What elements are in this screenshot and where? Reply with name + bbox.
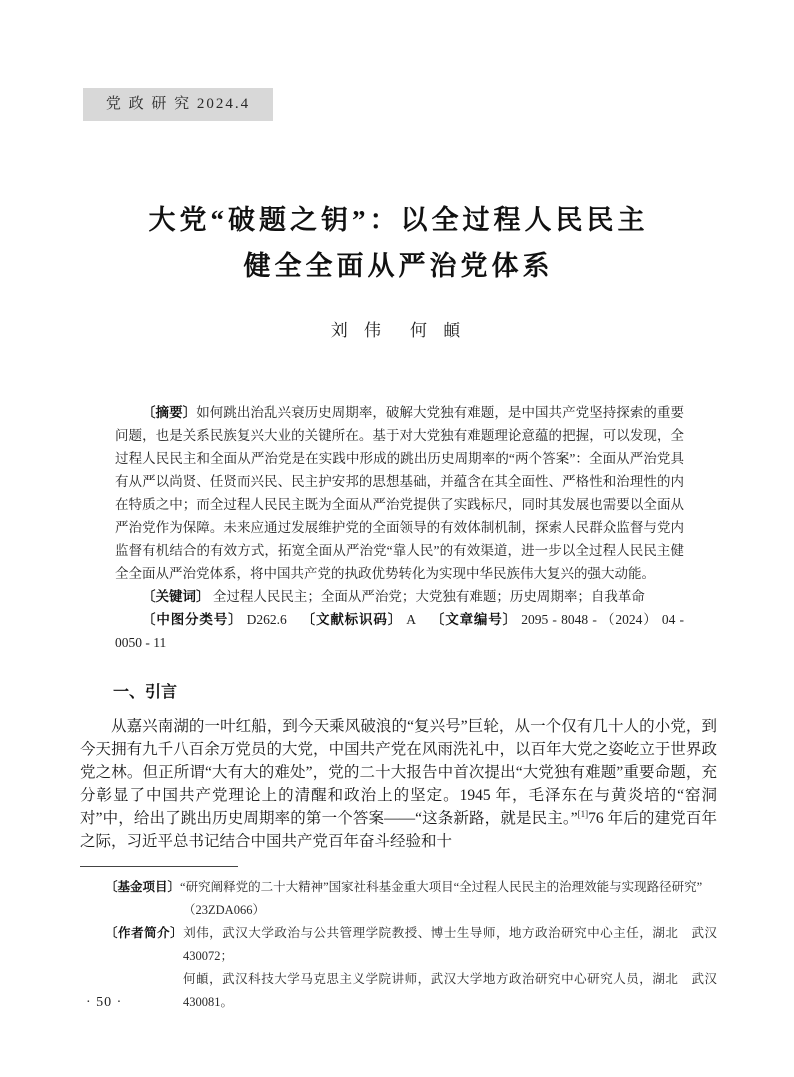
- section-heading-introduction: 一、引言: [113, 684, 178, 701]
- body-text-after-ref: 76 年后的建党百年之际，习近平总书记结合中国共产党百年奋斗经验和十: [80, 810, 717, 850]
- fund-project-label: 〔基金项目〕: [105, 880, 181, 894]
- authors: 刘 伟 何 頔: [330, 321, 467, 340]
- article-id-label: 〔文章编号〕: [430, 612, 517, 627]
- abstract-block: [115, 401, 684, 654]
- paper-title-line1: 大党“破题之钥”：以全过程人民民主: [148, 205, 649, 235]
- author-bio-note: [105, 922, 730, 1014]
- body-paragraph: [80, 715, 717, 853]
- fund-project-id: （23ZDA066）: [183, 903, 265, 917]
- footnotes-block: [105, 876, 730, 1014]
- keywords-label: 〔关键词〕: [142, 589, 210, 604]
- clc-label: 〔中图分类号〕: [142, 612, 243, 627]
- journal-banner-text: 党 政 研 究 2024.4: [105, 96, 251, 112]
- author-bio-1: 刘伟，武汉大学政治与公共管理学院教授、博士生导师，地方政治研究中心主任，湖北 武汉 430072；: [183, 926, 730, 963]
- fund-project-text: “研究阐释党的二十大精神”国家社科基金重大项目“全过程人民民主的治理效能与实现路径研究”: [180, 880, 703, 894]
- body-text-before-ref: 从嘉兴南湖的一叶红船，到今天乘风破浪的“复兴号”巨轮，从一个仅有几十人的小党，到今天拥有九千八百余万党员的大党，中国共产党在风雨洗礼中，以百年大党之姿屹立于世界政党之林。但正所谓“大有大的难处”，党的二十大报告中首次提出“大党独有难题”重要命题，充分彰显了中国共产党理论上的清醒和政治上的坚定。1945 年，毛泽东在与黄炎培的“窑洞对”中，给出了跳出历史周期率的第一个答案——“这条新路，就是民主。”: [80, 718, 717, 827]
- abstract-label: 〔摘要〕: [142, 405, 197, 420]
- keywords-paragraph: [115, 585, 684, 608]
- keywords-text: 全过程人民民主；全面从严治党；大党独有难题；历史周期率；自我革命: [212, 589, 645, 604]
- doc-code-label: 〔文献标识码〕: [300, 612, 403, 627]
- abstract-text: 如何跳出治乱兴衰历史周期率，破解大党独有难题，是中国共产党坚持探索的重要问题，也是关系民族复兴大业的关键所在。基于对大党独有难题理论意蕴的把握，可以发现，全过程人民民主和全面从严治党是在实践中形成的跳出历史周期率的“两个答案”：全面从严治党具有从严以尚贤、任贤而兴民、民主护安邦的思想基础，并蕴含在其全面性、严格性和治理性的内在特质之中；而全过程人民民主既为全面从严治党提供了实践标尺，同时其发展也需要以全面从严治党作为保障。未来应通过发展维护党的全面领导的有效体制机制，探索人民群众监督与党内监督有机结合的有效方式，拓宽全面从严治党“靠人民”的有效渠道，进一步以全过程人民民主健全全面从严治党体系，将中国共产党的执政优势转化为实现中华民族伟大复兴的强大动能。: [115, 405, 685, 581]
- footnote-reference-1: [1]: [577, 808, 589, 819]
- author-bio-label: 〔作者简介〕: [105, 926, 184, 940]
- abstract-paragraph: [115, 401, 684, 585]
- classification-line: [115, 608, 684, 654]
- paper-title: [80, 197, 717, 289]
- article-id-value: 2095 - 8048 - （2024） 04 - 0050 - 11: [115, 612, 685, 650]
- fund-project-note: [105, 876, 717, 922]
- clc-value: D262.6: [246, 612, 287, 627]
- journal-banner: [83, 88, 273, 121]
- doc-code-value: A: [406, 612, 417, 627]
- footnote-separator: [80, 866, 238, 867]
- author-bio-2: 何頔，武汉科技大学马克思主义学院讲师，武汉大学地方政治研究中心研究人员，湖北 武汉 430081。: [183, 972, 730, 1009]
- paper-title-line2: 健全全面从严治党体系: [243, 251, 554, 281]
- page-number: · 50 ·: [86, 995, 123, 1010]
